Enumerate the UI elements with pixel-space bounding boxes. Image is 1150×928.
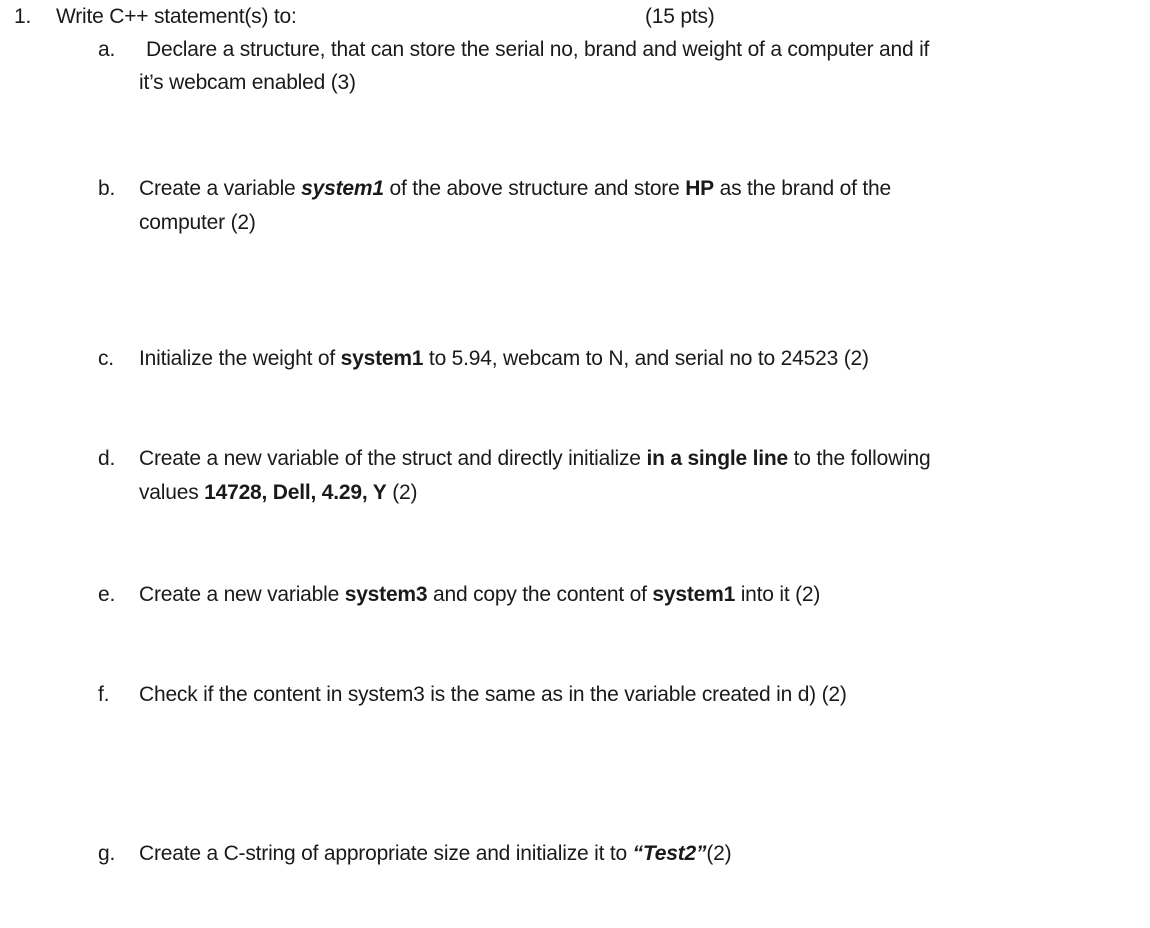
item-a-line2: it’s webcam enabled (3) [139, 71, 356, 94]
item-b-text: of the above structure and store [383, 177, 686, 200]
item-f-line: Check if the content in system3 is the same as in the variable created in d) (2) [139, 683, 847, 706]
item-g-quoted-string: “Test2” [632, 842, 707, 865]
item-d-line1 [139, 448, 930, 469]
item-e-line [139, 584, 820, 605]
item-b-line2: computer (2) [139, 211, 256, 234]
item-a-marker: a. [98, 38, 116, 61]
item-d-text: to the following [787, 447, 931, 470]
item-g-line [139, 843, 731, 864]
item-b-text: as the brand of the [714, 177, 891, 200]
item-g-text: (2) [706, 842, 732, 865]
item-c-marker: c. [98, 347, 114, 370]
item-d-text: values [139, 481, 205, 504]
item-e-marker: e. [98, 583, 116, 606]
item-b-text: Create a variable [139, 177, 302, 200]
question-number: 1. [14, 5, 32, 28]
item-d-text: (2) [386, 481, 418, 504]
item-c-text: Initialize the weight of [139, 347, 341, 370]
item-c-text: to 5.94, webcam to N, and serial no to 24523 (2) [423, 347, 869, 370]
item-g-marker: g. [98, 842, 116, 865]
item-f-marker: f. [98, 683, 110, 706]
item-d-text: Create a new variable of the struct and directly initialize [139, 447, 647, 470]
item-b-brand: HP [685, 177, 714, 200]
item-g-text: Create a C-string of appropriate size and initialize it to [139, 842, 633, 865]
item-e-variable-system3: system3 [344, 583, 428, 606]
item-e-text: Create a new variable [139, 583, 345, 606]
item-b-line1 [139, 178, 891, 199]
question-points: (15 pts) [645, 5, 715, 28]
item-b-variable: system1 [301, 177, 384, 200]
item-a-line1: Declare a structure, that can store the serial no, brand and weight of a computer and if [146, 38, 930, 61]
item-e-text: and copy the content of [427, 583, 653, 606]
item-e-variable-system1: system1 [652, 583, 736, 606]
item-c-variable: system1 [340, 347, 424, 370]
item-d-marker: d. [98, 447, 116, 470]
item-e-text: into it (2) [735, 583, 821, 606]
item-d-values: 14728, Dell, 4.29, Y [204, 481, 387, 504]
item-c-line [139, 348, 869, 369]
item-b-marker: b. [98, 177, 116, 200]
item-d-emphasis: in a single line [646, 447, 788, 470]
item-d-line2 [139, 482, 417, 503]
question-prompt: Write C++ statement(s) to: [56, 5, 297, 28]
